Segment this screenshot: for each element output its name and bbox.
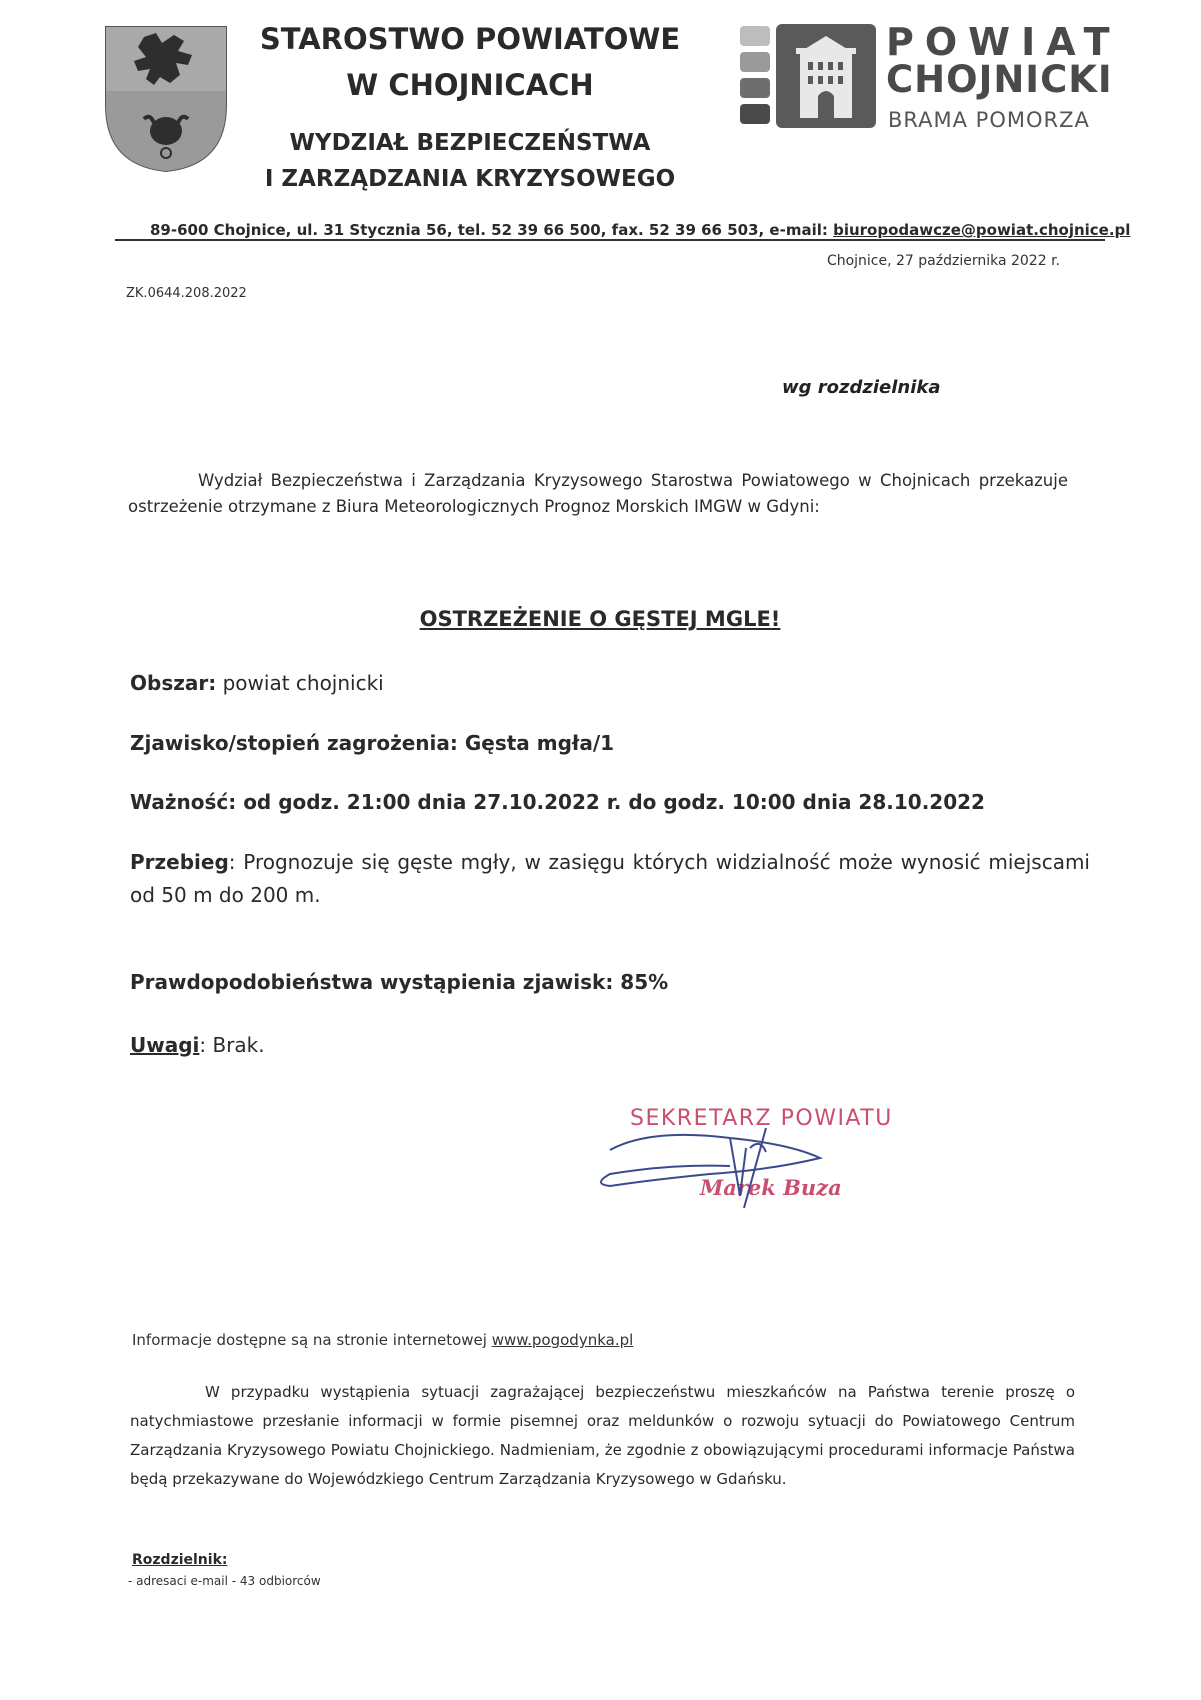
intro-paragraph [128,468,1068,520]
stamp-name: Marek Buza [700,1175,842,1200]
notes-value: : Brak. [199,1033,265,1057]
org-name-line2: W CHOJNICACH [346,68,594,102]
contact-line [150,221,1131,239]
course-label: Przebieg [130,850,229,874]
field-validity [130,786,1090,819]
coat-of-arms-icon [104,25,228,173]
handwritten-signature [590,1108,830,1218]
reference-number: ZK.0644.208.2022 [126,286,247,301]
contact-email-link[interactable]: biuropodawcze@powiat.chojnice.pl [833,221,1131,239]
contact-text: 89-600 Chojnice, ul. 31 Stycznia 56, tel. 52 39 66 500, fax. 52 39 66 503, e-mail: [150,221,834,239]
gate-tower-icon [740,22,880,132]
warning-heading: OSTRZEŻENIE O GĘSTEJ MGLE! [419,607,781,631]
department-line2: I ZARZĄDZANIA KRYZYSOWEGO [264,166,676,192]
distribution-item: - adresaci e-mail - 43 odbiorców [128,1574,321,1588]
header-divider [115,239,1105,241]
intro-text: Wydział Bezpieczeństwa i Zarządzania Kryzysowego Starostwa Powiatowego w Chojnicach przekazuje ostrzeżenie otrzymane z Biura Meteorologicznych Prognoz Morskich IMGW w Gdyni: [128,471,1068,516]
field-probability [130,966,1090,999]
distribution-label: Rozdzielnik: [132,1552,228,1568]
logo-text-chojnicki: CHOJNICKI [886,58,1113,101]
field-area [130,667,1090,700]
info-text: Informacje dostępne są na stronie internetowej [132,1331,492,1349]
department-line1: WYDZIAŁ BEZPIECZEŃSTWA [289,130,651,156]
validity-value: : od godz. 21:00 dnia 27.10.2022 r. do godz. 10:00 dnia 28.10.2022 [228,790,985,814]
closing-paragraph [130,1378,1075,1494]
closing-text: W przypadku wystąpienia sytuacji zagrażającej bezpieczeństwu mieszkańców na Państwa terenie proszę o natychmiastowe przesłanie informacji w formie pisemnej oraz meldunków o rozwoju sytuacji do Powiatowego Centrum Zarządzania Kryzysowego Powiatu Chojnickiego. Nadmieniam, że zgodnie z obowiązującymi procedurami informacje Państwa będą przekazywane do Wojewódzkiego Centrum Zarządzania Kryzysowego w Gdańsku. [130,1383,1075,1488]
recipient: wg rozdzielnika [782,377,941,398]
field-phenomenon [130,727,1090,760]
phenomenon-label: Zjawisko/stopień zagrożenia: Gęsta mgła/1 [130,731,615,755]
logo-text-powiat: POWIAT [886,20,1121,64]
org-name-line1: STAROSTWO POWIATOWE [259,22,681,56]
field-notes [130,1029,1090,1062]
stamp-title: SEKRETARZ POWIATU [630,1106,893,1131]
field-course [130,846,1090,912]
validity-label: Ważność [130,790,229,814]
area-label: Obszar: [130,671,217,695]
logo-tagline: BRAMA POMORZA [888,108,1090,132]
info-line [132,1331,633,1349]
pogodynka-link[interactable]: www.pogodynka.pl [491,1331,634,1349]
notes-label: Uwagi [130,1033,200,1057]
area-value: powiat chojnicki [216,671,384,695]
probability-label: Prawdopodobieństwa wystąpienia zjawisk: 85% [130,970,669,994]
course-value: : Prognozuje się gęste mgły, w zasięgu których widzialność może wynosić miejscami od 50 m do 200 m. [130,850,1090,907]
document-date: Chojnice, 27 października 2022 r. [826,253,1060,269]
